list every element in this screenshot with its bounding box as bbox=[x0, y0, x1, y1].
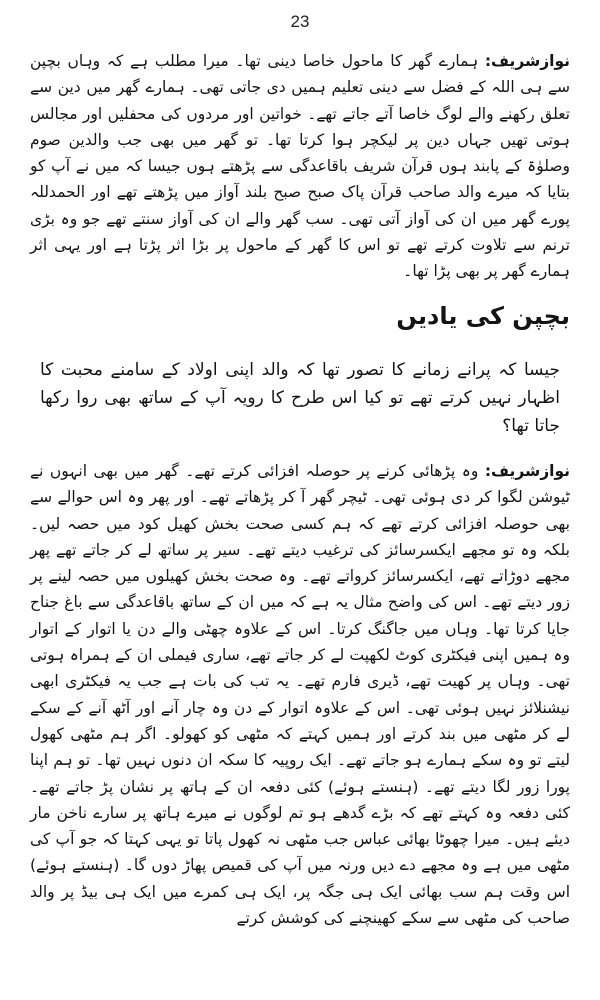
speaker-label: نوازشریف: bbox=[484, 462, 570, 480]
paragraph-text: وہ پڑھائی کرنے پر حوصلہ افزائی کرتے تھے۔ گھر میں بھی انہوں نے ٹیوشن لگوا کر دی ہوئی تھی۔ ٹیچر گھر آ کر پڑھاتے تھے۔ اور پھر وہ اس حوالے سے بھی حوصلہ افزائی کرتے تھے کہ ہم کسی صحت بخش کھیل کود میں حصہ لیں۔ بلکہ وہ تو مجھے ایکسرسائز کی ترغیب دیتے تھے۔ سیر پر ساتھ لے کر جاتے تھے پھر مجھے دوڑاتے تھے، ایکسرسائز کرواتے تھے۔ وہ صحت بخش کھیلوں میں حصہ لینے پر زور دیتے تھے۔ اس کی واضح مثال یہ ہے کہ میں ان کے ساتھ باقاعدگی سے باغ جناح جایا کرتا تھا۔ وہاں میں جاگنگ کرتا۔ اس کے علاوہ چھٹی والے دن یا اتوار کے اتوار وہ ہمیں اپنی فیکٹری کوٹ لکھپت لے کر جاتے تھے، ساری فیملی ان کے ہمراہ ہوتی تھی۔ وہاں پر کھیت تھے، ڈیری فارم تھے۔ یہ تب کی بات ہے جب یہ فیکٹری ابھی نیشنلائز نہیں ہوئی تھی۔ اس کے علاوہ اتوار کے دن وہ چار آنے اور آٹھ آنے کے سکے لے کر مٹھی میں بند کرتے اور ہمیں کہتے کہ مٹھی کو کھولو۔ اگر ہم مٹھی کھول لیتے تو وہ سکے ہمارے ہو جاتے تھے۔ ایک روپیہ کا سکہ ان دنوں نہیں تھا۔ تو ہم اپنا پورا زور لگا دیتے تھے۔ (ہنستے ہوئے) کئی دفعہ ان کے ہاتھ پر نشان پڑ جاتے تھے۔ کئی دفعہ وہ کہتے تھے کہ بڑے گدھے ہو تم لوگوں نے میرے ہاتھ پر سارے ناخن مار دیئے ہیں۔ میرا چھوٹا بھائی عباس جب مٹھی نہ کھول پاتا تو یہی کہتا کہ جو آپ کی مٹھی میں ہے وہ مجھے دے دیں ورنہ میں آپ کی قمیص پھاڑ دوں گا۔ (ہنستے ہوئے) اس وقت ہم سب بھائی ایک ہی جگہ پر، ایک ہی کمرے میں ایک ہی بیڈ پر والد صاحب کی مٹھی سے سکے کھینچنے کی کوشش کرتے bbox=[30, 462, 570, 928]
paragraph-childhood-memories bbox=[30, 458, 570, 931]
paragraph-family-environment bbox=[30, 48, 570, 285]
speaker-label: نوازشریف: bbox=[484, 52, 570, 70]
paragraph-text: ہمارے گھر کا ماحول خاصا دینی تھا۔ میرا مطلب ہے کہ وہاں بچپن سے ہی اللہ کے فضل سے دینی تعلیم ہمیں دی جاتی تھی۔ ہمارے گھر میں دین سے تعلق رکھنے والے لوگ خاصا آتے جاتے تھے۔ خواتین اور مردوں کی محفلیں اور مجالس ہوتی تھیں جہاں دین پر لیکچر ہوا کرتا تھا۔ تو گھر میں بھی جب والدین صوم وصلوٰۃ کے پابند ہوں قرآن شریف باقاعدگی سے پڑھتے ہوں جیسا کہ میں نے آپ کو بتایا کہ میرے والد صاحب قرآن پاک صبح صبح بلند آواز میں پڑھتے تھے اور الحمدللہ پورے گھر میں ان کی آواز آتی تھی۔ سب گھر والے ان کی آواز سنتے تھے جو وہ بڑی ترنم سے تلاوت کرتے تھے تو اس کا گھر کے ماحول پر بڑا اثر پڑتا ہے اور یہی اثر ہمارے گھر پر بھی پڑا تھا۔ bbox=[30, 52, 570, 281]
section-heading: بچپن کی یادیں bbox=[396, 302, 570, 330]
interview-question: جیسا کہ پرانے زمانے کا تصور تھا کہ والد اپنی اولاد کے سامنے محبت کا اظہار نہیں کرتے تھے تو کیا اس طرح کا رویہ آپ کے ساتھ بھی روا رکھا جاتا تھا؟ bbox=[40, 360, 560, 436]
page-number: 23 bbox=[290, 12, 310, 31]
